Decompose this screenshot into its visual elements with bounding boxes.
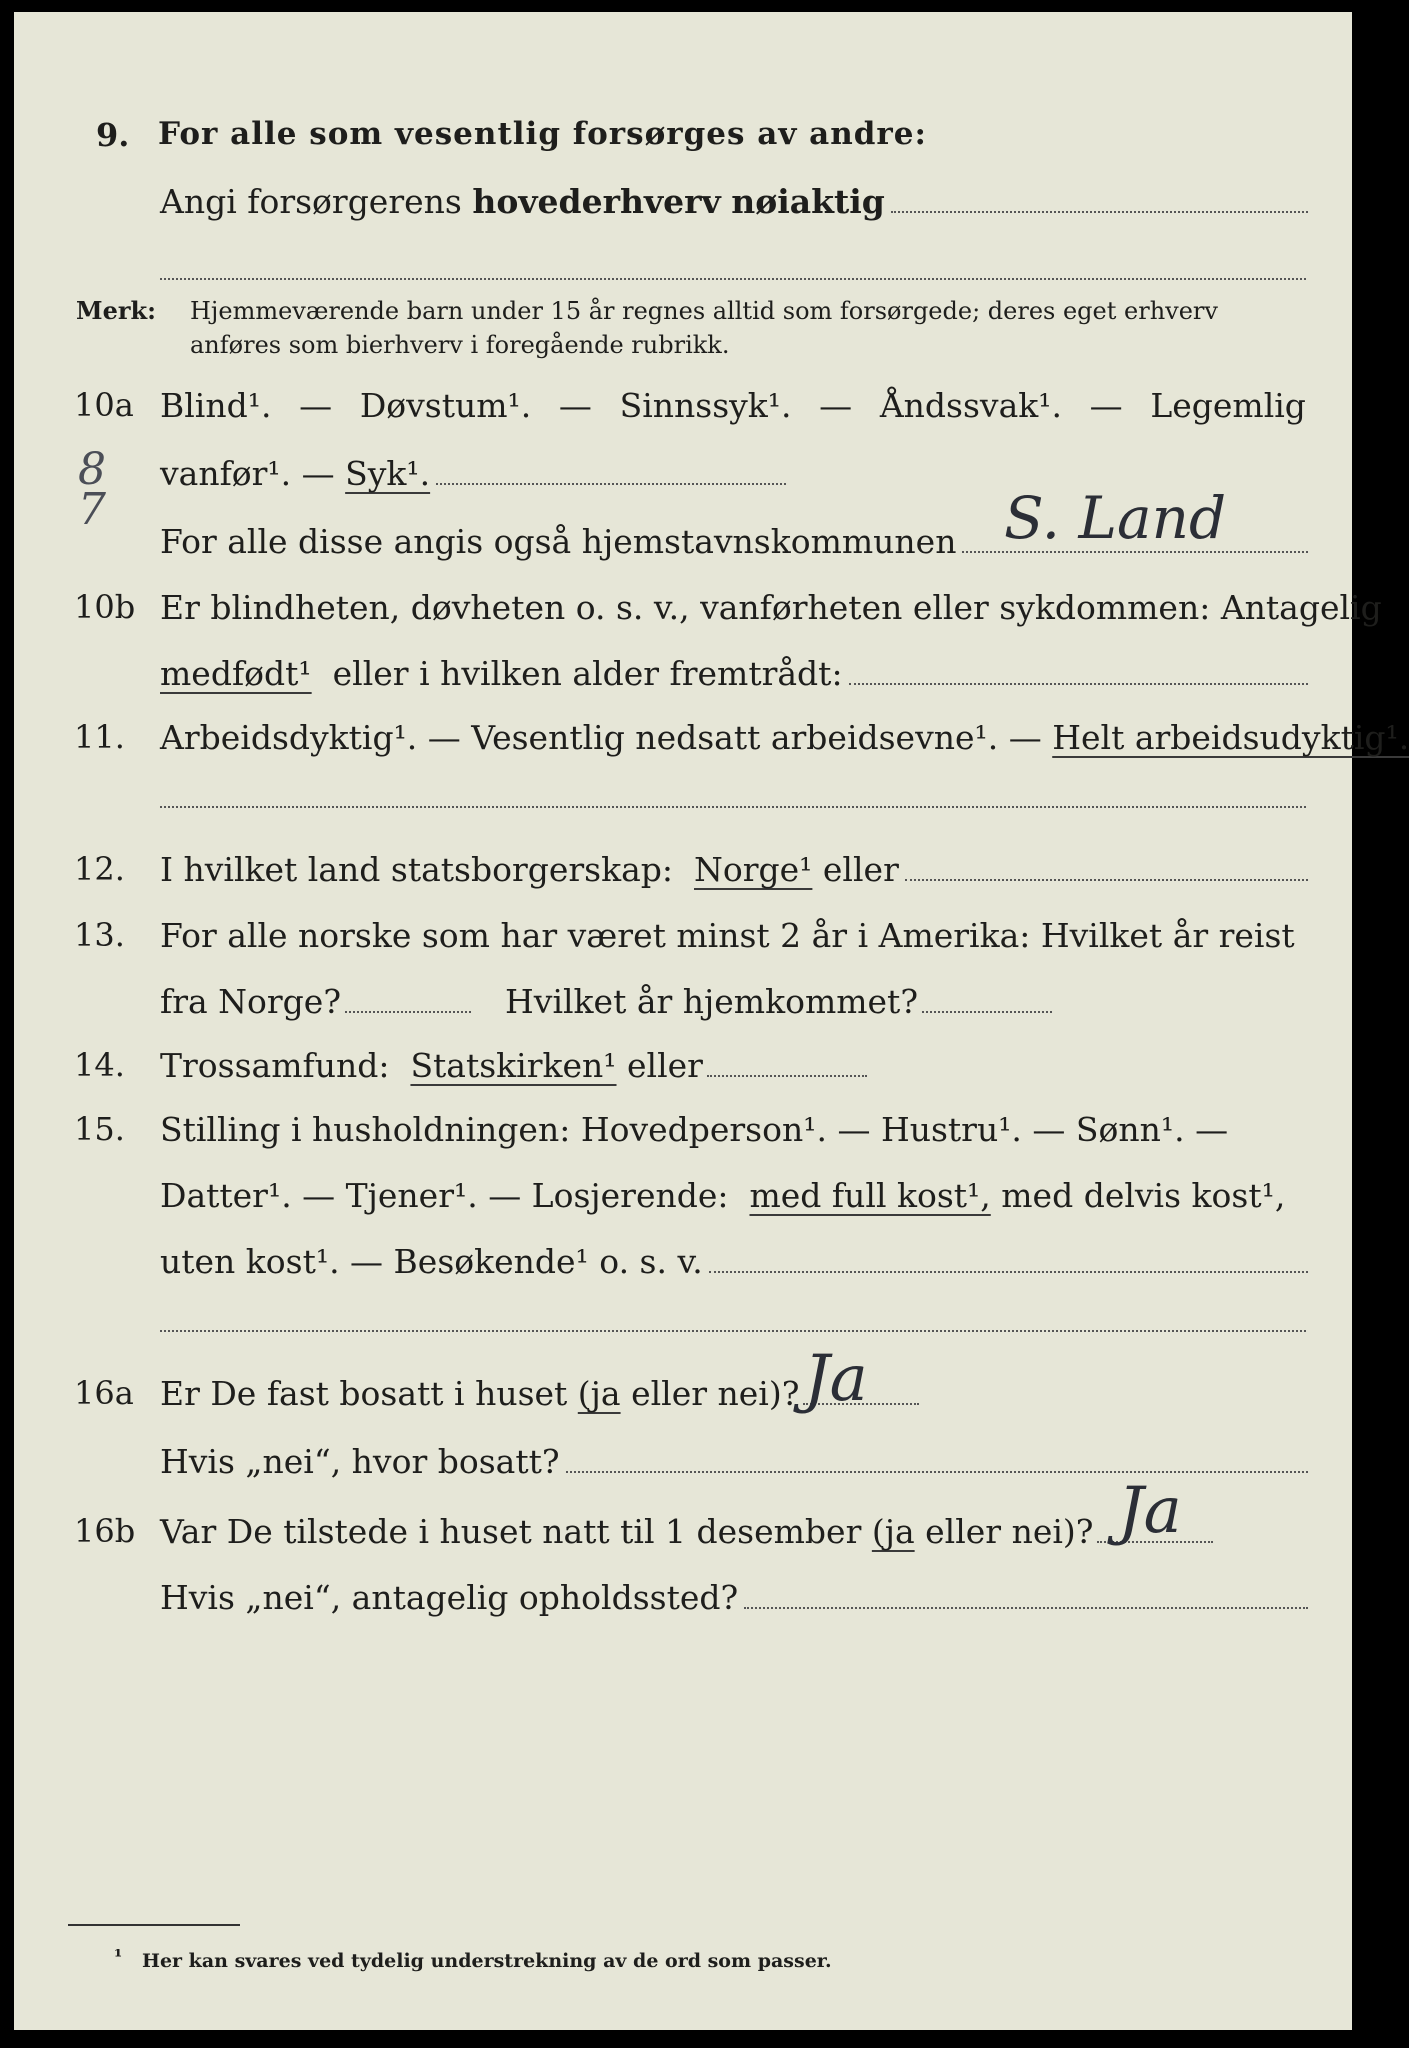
q16a-ja: (ja (577, 1374, 621, 1413)
merk-label: Merk: (76, 296, 156, 325)
q15-line1: Stilling i husholdningen: Hovedperson¹. — Hustru¹. — Sønn¹. — (160, 1110, 1229, 1149)
q10a-syk: Syk¹. (345, 454, 431, 493)
q13-reist-line (345, 1011, 471, 1013)
q15-line2 (160, 1176, 1308, 1215)
q16a-eller-nei: eller nei)? (631, 1374, 800, 1413)
q14-statskirken: Statskirken¹ (410, 1046, 617, 1085)
q10a-item-blind: Blind¹. (160, 386, 272, 425)
q9-line2 (160, 182, 1308, 221)
q15-med-full-kost: med full kost¹, (749, 1176, 991, 1215)
q9-line2-text: Angi forsørgerens (160, 182, 462, 221)
q16b-opholdssted-line (744, 1607, 1308, 1609)
q10a-dash-1: — (299, 386, 333, 425)
q10b-line2 (160, 654, 1308, 693)
q15-line3 (160, 1242, 1308, 1281)
q11-options: Arbeidsdyktig¹. — Vesentlig nedsatt arbeidsevne¹. — (160, 718, 1042, 757)
q15-med-delvis-kost: med delvis kost¹, (1001, 1176, 1286, 1215)
q15-line3-options: uten kost¹. — Besøkende¹ o. s. v. (160, 1242, 703, 1281)
q11-helt-udyktig: Helt arbeidsudyktig¹. (1052, 718, 1409, 757)
q10a-syk-answer-line (436, 483, 786, 485)
q16a-number: 16a (74, 1374, 134, 1412)
q16b-line2 (160, 1578, 1308, 1617)
q13-hjemkommet-label: Hvilket år hjemkommet? (505, 982, 919, 1021)
q9-answer-line-2 (160, 278, 1306, 280)
q12-norge: Norge¹ (694, 850, 813, 889)
q10a-dash-4: — (1089, 386, 1123, 425)
q14-answer-line (707, 1075, 867, 1077)
q10a-item-dovstum: Døvstum¹. (359, 386, 532, 425)
q9-title: For alle som vesentlig forsørges av andre: (158, 116, 927, 152)
q16a-answer: Ja (804, 1342, 868, 1416)
q15-number: 15. (74, 1110, 125, 1148)
q10a-item-legemlig: Legemlig (1150, 386, 1306, 425)
q16b-hvis-nei: Hvis „nei“, antagelig opholdssted? (160, 1578, 739, 1617)
q9-line2-bold: hovederhverv (472, 182, 721, 221)
q10a-item-andssvak: Åndssvak¹. (879, 386, 1062, 425)
census-form-page (14, 12, 1409, 2030)
q13-line2 (160, 982, 1052, 1021)
q13-reist-label: fra Norge? (160, 982, 342, 1021)
q13-line1: For alle norske som har været minst 2 år i Amerika: Hvilket år reist (160, 916, 1295, 955)
q10b-line1: Er blindheten, døvheten o. s. v., vanførheten eller sykdommen: Antagelig (160, 588, 1382, 627)
q12-eller: eller (822, 850, 899, 889)
q10a-line1 (160, 386, 1306, 425)
q9-line2-end: nøiaktig (731, 182, 885, 221)
q10a-hjemstavn-answer: S. Land (1004, 484, 1227, 552)
q10a-number: 10a (74, 386, 134, 424)
q9-answer-line (891, 211, 1308, 213)
q11-answer-line (160, 806, 1306, 808)
q12-answer-line (905, 879, 1308, 881)
q10b-number: 10b (74, 588, 136, 626)
q10b-alder: eller i hvilken alder fremtrådt: (332, 654, 843, 693)
q16a-question: Er De fast bosatt i huset (160, 1374, 568, 1413)
q14-line (160, 1046, 867, 1085)
q14-eller: eller (627, 1046, 703, 1085)
q10a-dash-3: — (819, 386, 853, 425)
q10a-margin-mark: 8 7 (78, 444, 106, 535)
q15-answer-line (709, 1271, 1308, 1273)
q14-label: Trossamfund: (160, 1046, 390, 1085)
q16b-eller-nei: eller nei)? (925, 1512, 1094, 1551)
q10a-dash-2: — (558, 386, 592, 425)
q16b-answer: Ja (1118, 1474, 1182, 1548)
footnote-rule (68, 1924, 240, 1926)
q10a-vanfor: vanfør¹. — (160, 454, 335, 493)
q10b-answer-line (849, 683, 1308, 685)
q15-line2-options: Datter¹. — Tjener¹. — Losjerende: (160, 1176, 729, 1215)
q11-line (160, 718, 1409, 757)
q9-number: 9. (96, 116, 130, 154)
q10a-line2 (160, 454, 786, 493)
q13-number: 13. (74, 916, 125, 954)
q14-number: 14. (74, 1046, 125, 1084)
q11-number: 11. (74, 718, 125, 756)
q12-line (160, 850, 1308, 889)
q15-answer-line-2 (160, 1330, 1306, 1332)
q16b-question: Var De tilstede i huset natt til 1 desember (160, 1512, 862, 1551)
q10b-medfodt: medfødt¹ (160, 654, 312, 693)
q16a-hvis-nei: Hvis „nei“, hvor bosatt? (160, 1442, 560, 1481)
q16b-line1 (160, 1512, 1213, 1551)
q16a-bosatt-line (566, 1471, 1308, 1473)
q16b-number: 16b (74, 1512, 136, 1550)
merk-text-2: anføres som bierhverv i foregående rubrikk. (190, 331, 730, 359)
q16b-ja: (ja (871, 1512, 915, 1551)
merk-text-1: Hjemmeværende barn under 15 år regnes alltid som forsørgede; deres eget erhverv (190, 297, 1218, 325)
footnote-mark: ¹ (114, 1946, 123, 1968)
q10a-hjemstavn-label: For alle disse angis også hjemstavnskommunen (160, 522, 957, 561)
footnote-text: Her kan svares ved tydelig understrekning av de ord som passer. (142, 1950, 832, 1972)
q12-text: I hvilket land statsborgerskap: (160, 850, 674, 889)
q13-hjemkommet-line (922, 1011, 1052, 1013)
q12-number: 12. (74, 850, 125, 888)
q10a-item-sinnssyk: Sinnssyk¹. (619, 386, 792, 425)
